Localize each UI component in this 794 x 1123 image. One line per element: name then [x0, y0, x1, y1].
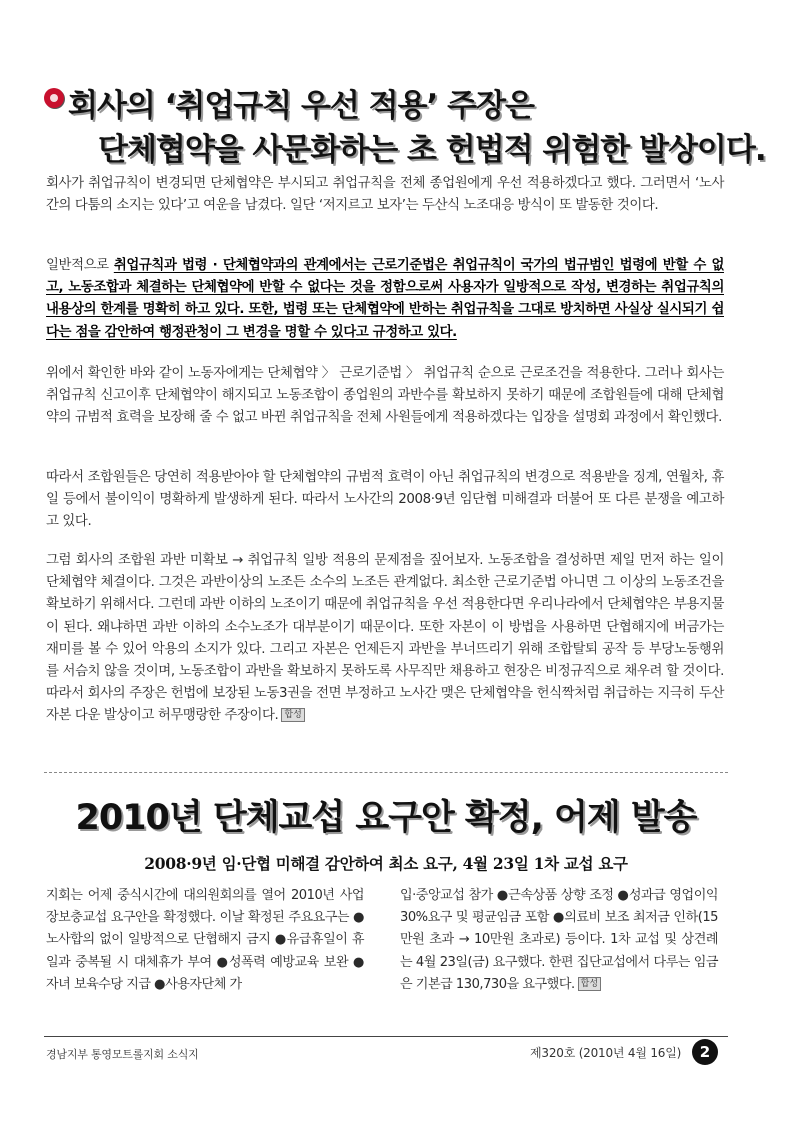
column-right-text: 입·중앙교섭 참가 ●근속상품 상향 조정 ●성과급 영업이익 30%요구 및 평균임금 포함 ●의료비 보조 최저금 인하(15만원 초과 → 10만원 초과로) 등이다. 1차 교섭 및 상견례는 4월 23일(금) 요구했다. 한편 집단교섭에서 다루는 임금은 기본급 130,730을 요구했다. — [400, 888, 718, 992]
footer-rule — [44, 1036, 728, 1037]
article1-title-line2: 단체협약을 사문화하는 초 헌법적 위험한 발상이다. — [98, 132, 766, 168]
article1-paragraph-1: 회사가 취업규칙이 변경되면 단체협약은 부시되고 취업규칙을 전체 종업원에게 우선 적용하겠다고 했다. 그러면서 ‘노사간의 다툼의 소지는 있다’고 여운을 남겼다. 일단 ‘저지르고 보자’는 두산식 노조대응 방식이 또 발동한 것이다. — [46, 176, 724, 214]
section-divider — [44, 772, 728, 773]
article2-column-left: 지회는 어제 중식시간에 대의원회의를 열어 2010년 사업장보충교섭 요구안을 확정했다. 이날 확정된 주요요구는 ●노사합의 없이 일방적으로 단협해지 금지 ●유급휴일이 휴일과 중복될 시 대체휴가 부여 ●성폭력 예방교육 보완 ●자녀 보육수당 지급 ●사용자단체 가 — [46, 888, 364, 992]
page-number: 2 — [692, 1039, 718, 1065]
article1-paragraph-3: 위에서 확인한 바와 같이 노동자에게는 단체협약 〉 근로기준법 〉 취업규칙 순으로 근로조건을 적용한다. 그러나 회사는 취업규칙 신고이후 단체협약이 해지되고 노동조합이 종업원의 과반수를 확보하지 못하기 때문에 조합원들에 대해 단체협약의 규범적 효력을 보장해 줄 수 없고 바뀐 취업규칙을 전체 사원들에게 적용하겠다는 입장을 설명회 과정에서 확인했다. — [46, 366, 724, 426]
paragraph-2-emphasis: 취업규칙과 법령 · 단체협약과의 관계에서는 근로기준법은 취업규칙이 국가의 법규범인 법령에 반할 수 없고, 노동조합과 체결하는 단체협약에 반할 수 없다는 것을 정함으로써 사용자가 일방적으로 작성, 변경하는 취업규칙의 내용상의 한계를 명확히 하고 있다. 또한, 법령 또는 단체협약에 반하는 취업규칙을 그대로 방치하면 사실상 실시되기 쉽다는 점을 감안하여 행정관청이 그 변경을 명할 수 있다고 규정하고 있다. — [46, 258, 724, 340]
article1-paragraph-2 — [46, 255, 724, 344]
footer-issue: 제320호 (2010년 4월 16일) — [530, 1046, 682, 1060]
article2-subtitle: 2008·9년 임·단협 미해결 감안하여 최소 요구, 4월 23일 1차 교섭 요구 — [144, 854, 628, 873]
article2-column-right — [400, 885, 718, 996]
article1-paragraph-5 — [46, 550, 724, 728]
article1-title-line1: 회사의 ‘취업규칙 우선 적용’ 주장은 — [68, 88, 534, 124]
paragraph-5-text: 그럼 회사의 조합원 과반 미확보 → 취업규칙 일방 적용의 문제점을 짚어보자. 노동조합을 결성하면 제일 먼저 하는 일이 단체협약 체결이다. 그것은 과반이상의 노조든 소수의 노조든 관계없다. 최소한 근로기준법 아니면 그 이상의 노동조건을 확보하기 위해서다. 그런데 과반 이하의 노조이기 때문에 취업규칙을 우선 적용한다면 우리나라에서 단체협약은 부용지물이 된다. 왜냐하면 과반 이하의 소수노조가 대부분이기 때문이다. 또한 자본이 이 방법을 사용하면 단협해지에 버금가는 재미를 볼 수 있어 악용의 소지가 있다. 그리고 자본은 언제든지 과반을 부너뜨리기 위해 조합탈퇴 공작 등 부당노동행위를 서슴치 않을 것이며, 노동조합이 과반을 확보하지 못하도록 사무직만 채용하고 현장은 비정규직으로 채우려 할 것이다. 따라서 회사의 주장은 헌법에 보장된 노동3권을 전면 부정하고 노사간 맺은 단체협약을 헌식짝처럼 취급하는 지극히 두산자본 다운 발상이고 허무맹랑한 주장이다. — [46, 553, 724, 724]
footer-publication: 경남지부 통영모트롤지회 소식지 — [46, 1048, 199, 1061]
article2-title: 2010년 단체교섭 요구안 확정, 어제 발송 — [75, 798, 697, 838]
author-tag: 합성 — [578, 977, 601, 991]
red-bullet-icon — [44, 88, 64, 108]
paragraph-2-lead: 일반적으로 — [46, 258, 114, 273]
author-tag: 합성 — [281, 708, 304, 722]
article1-paragraph-4: 따라서 조합원들은 당연히 적용받아야 할 단체협약의 규범적 효력이 아닌 취업규칙의 변경으로 적용받을 징계, 연월차, 휴일 등에서 불이익이 명확하게 발생하게 된다. 따라서 노사간의 2008·9년 임단협 미해결과 더불어 또 다른 분쟁을 예고하고 있다. — [46, 470, 724, 530]
